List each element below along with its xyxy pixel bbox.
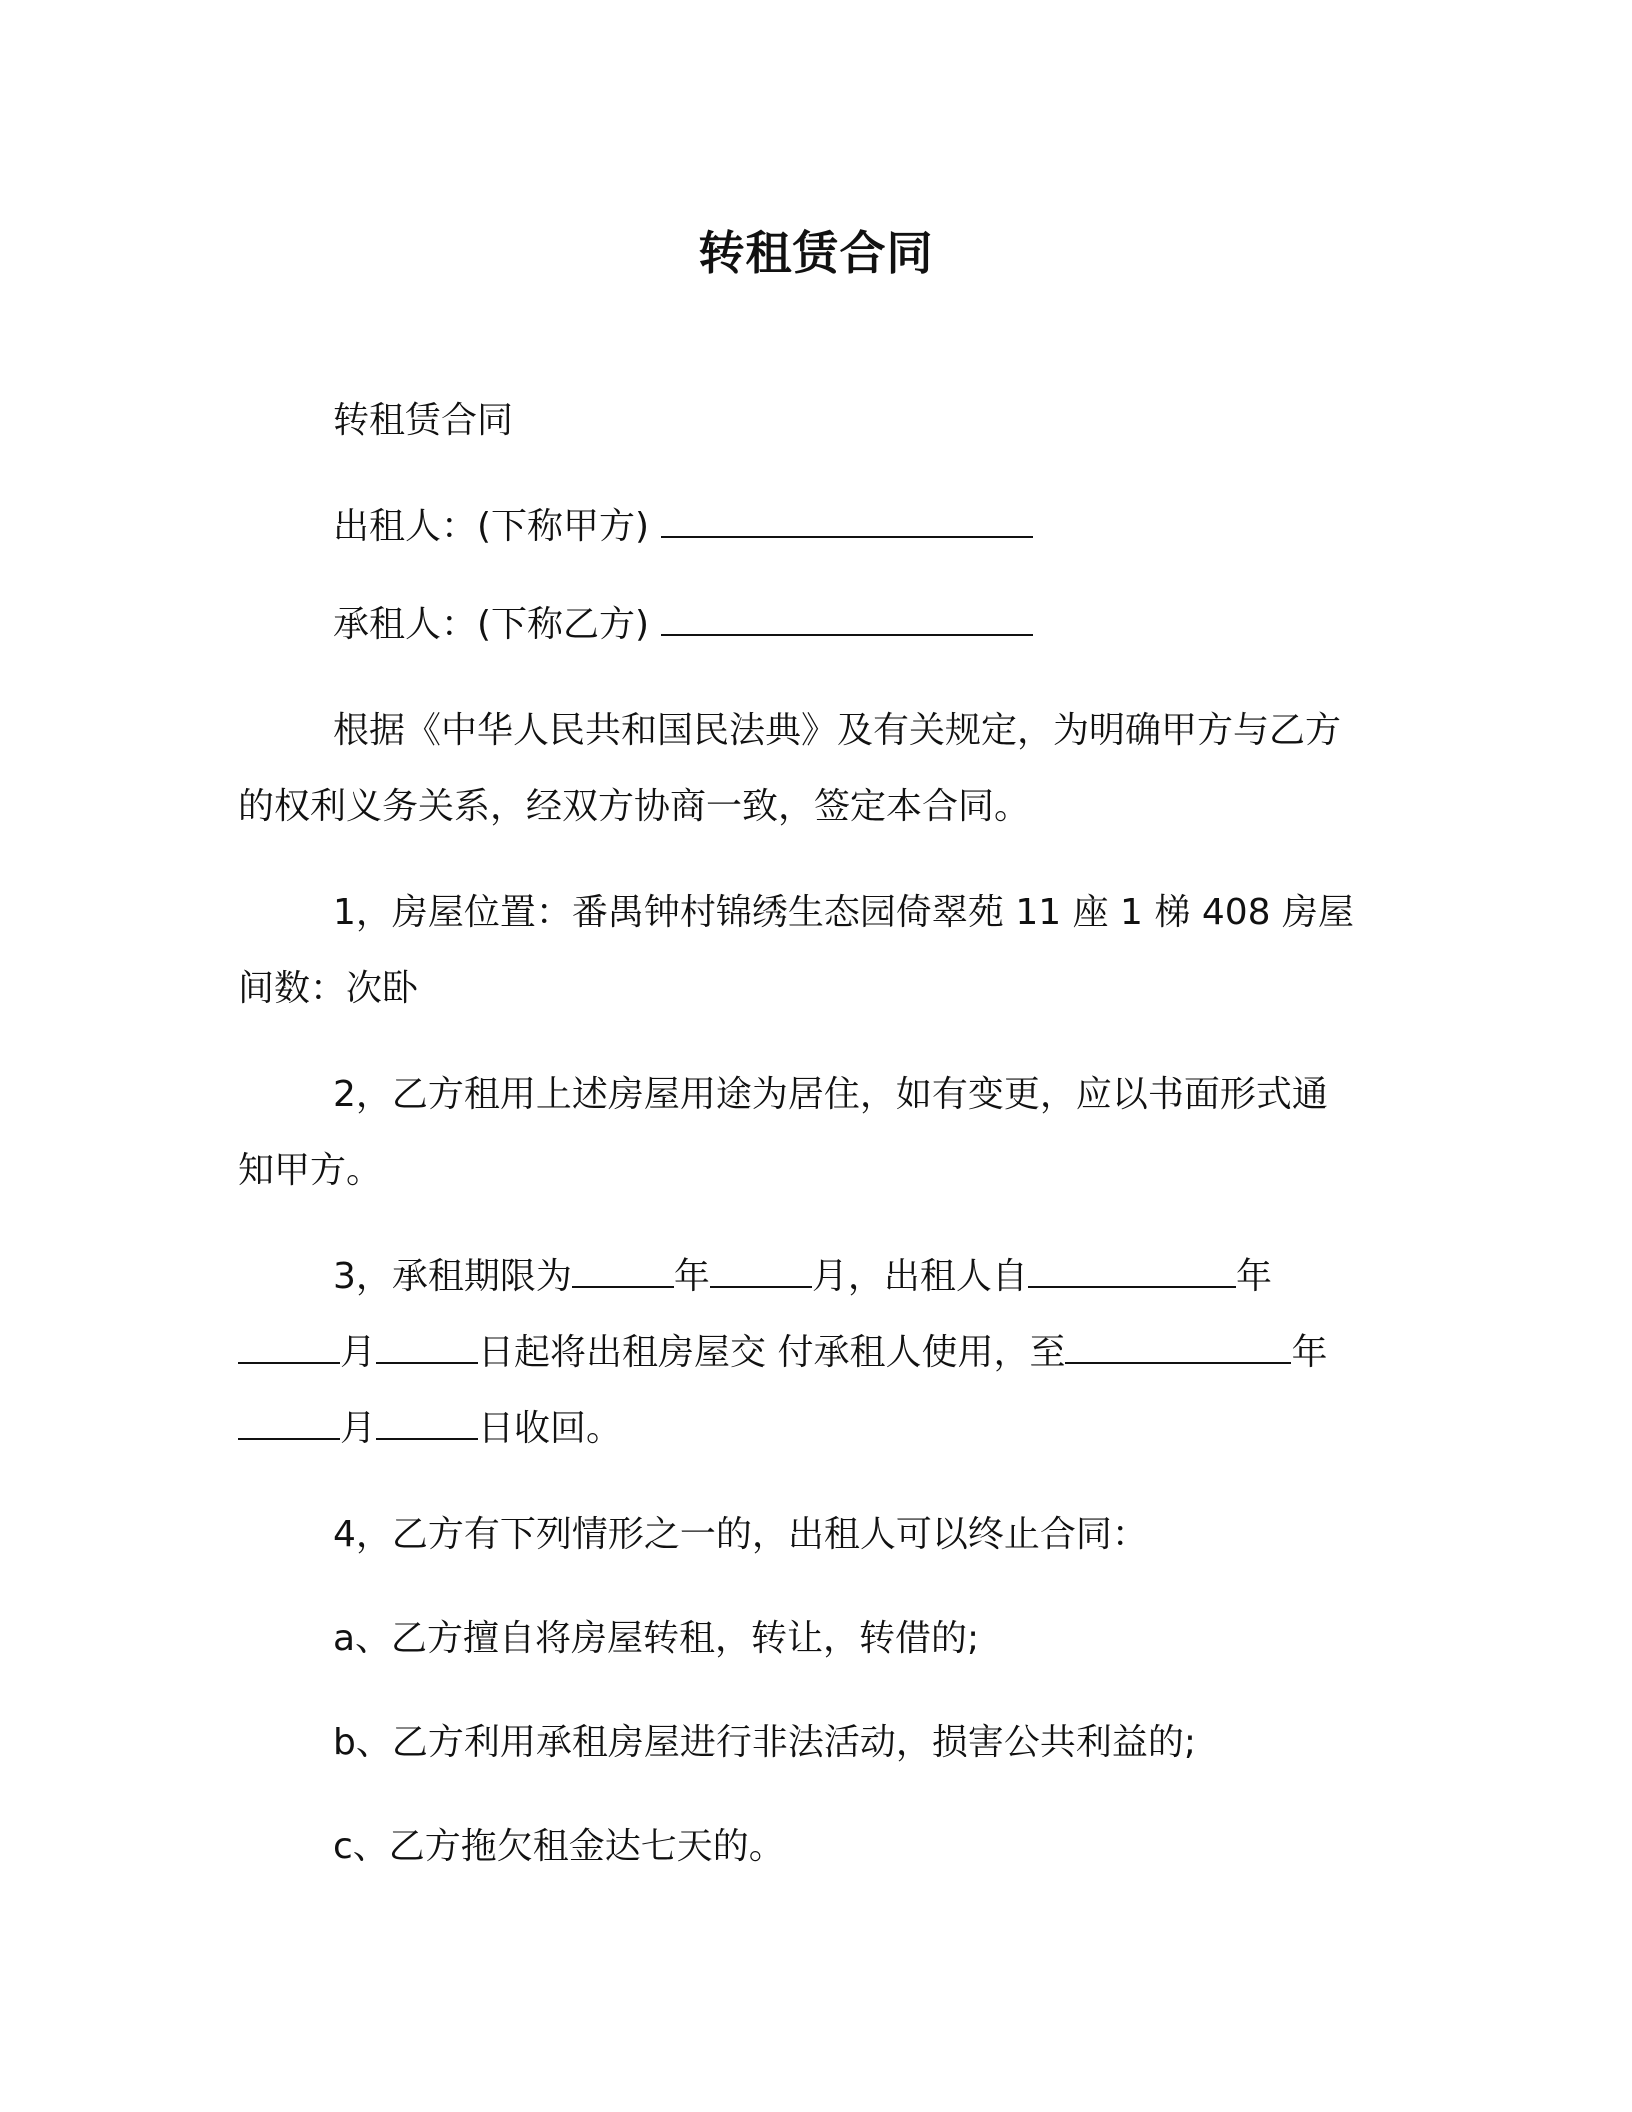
document-subtitle: 转租赁合同 bbox=[333, 400, 514, 441]
lessor-label: 出租人：(下称甲方) bbox=[333, 506, 650, 547]
clause-4-item-a bbox=[238, 1601, 1388, 1677]
clause-3-line-3: 月 日收回。 bbox=[238, 1391, 1388, 1467]
clause-3 bbox=[238, 1239, 1388, 1467]
end-day-blank bbox=[376, 1404, 478, 1440]
item-a-text: a、乙方擅自将房屋转租，转让，转借的; bbox=[333, 1618, 980, 1659]
end-month-blank bbox=[238, 1404, 340, 1440]
clause-2-line-2: 知甲方。 bbox=[238, 1150, 383, 1191]
clause-1 bbox=[238, 875, 1388, 1027]
clause-3-line-1: 3，承租期限为 年 月，出租人自 年 bbox=[238, 1239, 1388, 1315]
clause-4-item-c bbox=[238, 1809, 1388, 1885]
term-years-blank bbox=[572, 1252, 674, 1288]
intro-paragraph bbox=[238, 693, 1388, 845]
clause-1-line-2: 间数：次卧 bbox=[238, 968, 419, 1009]
start-month-blank bbox=[238, 1328, 340, 1364]
clause-3-line-2: 月 日起将出租房屋交 付承租人使用，至 年 bbox=[238, 1315, 1388, 1391]
start-year-blank bbox=[1028, 1252, 1236, 1288]
document-subtitle-block bbox=[238, 383, 1388, 459]
lessee-line bbox=[238, 587, 1388, 663]
intro-line-1: 根据《中华人民共和国民法典》及有关规定，为明确甲方与乙方 bbox=[333, 710, 1342, 751]
clause-4 bbox=[238, 1497, 1388, 1573]
clause-4-line: 4，乙方有下列情形之一的，出租人可以终止合同： bbox=[333, 1514, 1148, 1555]
clause-2-line-1: 2，乙方租用上述房屋用途为居住，如有变更，应以书面形式通 bbox=[333, 1074, 1328, 1115]
clause-2 bbox=[238, 1057, 1388, 1209]
lessee-blank bbox=[661, 600, 1033, 636]
clause-1-line-1: 1，房屋位置：番禺钟村锦绣生态园倚翠苑 11 座 1 梯 408 房屋 bbox=[333, 892, 1354, 933]
start-day-blank bbox=[376, 1328, 478, 1364]
lessor-blank bbox=[661, 502, 1033, 538]
document-title: 转租赁合同 bbox=[698, 226, 934, 280]
intro-line-2: 的权利义务关系，经双方协商一致，签定本合同。 bbox=[238, 786, 1031, 827]
clause-4-item-b bbox=[238, 1705, 1388, 1781]
item-c-text: c、乙方拖欠租金达七天的。 bbox=[333, 1826, 785, 1867]
lessee-label: 承租人：(下称乙方) bbox=[333, 604, 650, 645]
item-b-text: b、乙方利用承租房屋进行非法活动，损害公共利益的; bbox=[333, 1722, 1196, 1763]
end-year-blank bbox=[1065, 1328, 1291, 1364]
term-months-blank bbox=[710, 1252, 812, 1288]
lessor-line bbox=[238, 489, 1388, 565]
